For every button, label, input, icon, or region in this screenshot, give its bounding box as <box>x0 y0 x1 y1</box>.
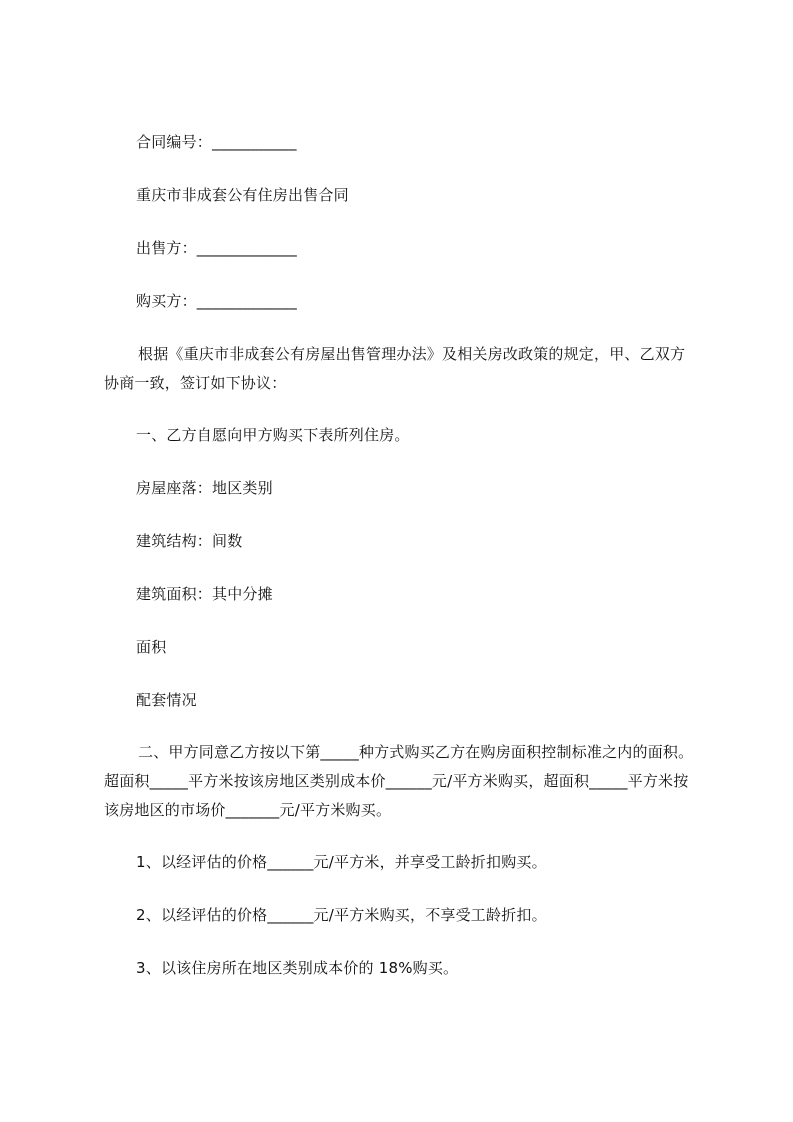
field-area-continued: 面积 <box>136 638 167 656</box>
clause-one: 一、乙方自愿向甲方购买下表所列住房。 <box>136 426 410 444</box>
field-facilities: 配套情况 <box>136 691 197 709</box>
field-building-structure: 建筑结构：间数 <box>136 532 243 550</box>
clause-two-paragraph: 二、甲方同意乙方按以下第_____种方式购买乙方在购房面积控制标准之内的面积。超面积_____平方米按该房地区类别成本价______元/平方米购买，超面积_____平方米按该房地区的市场价_______元/平方米购买。 <box>104 743 694 819</box>
seller-field: 出售方：_____________ <box>136 239 297 257</box>
buyer-field: 购买方：_____________ <box>136 292 297 310</box>
option-item-2: 2、以经评估的价格______元/平方米购买，不享受工龄折扣。 <box>136 906 547 924</box>
option-item-3: 3、以该住房所在地区类别成本价的 18%购买。 <box>136 959 459 977</box>
preamble-paragraph: 根据《重庆市非成套公有房屋出售管理办法》及相关房改政策的规定，甲、乙双方协商一致，签订如下协议： <box>104 345 686 392</box>
document-title: 重庆市非成套公有住房出售合同 <box>136 186 349 204</box>
field-building-area: 建筑面积：其中分摊 <box>136 585 273 603</box>
contract-number: 合同编号：___________ <box>136 133 297 151</box>
field-house-location: 房屋座落：地区类别 <box>136 479 273 497</box>
option-item-1: 1、以经评估的价格______元/平方米，并享受工龄折扣购买。 <box>136 853 547 871</box>
